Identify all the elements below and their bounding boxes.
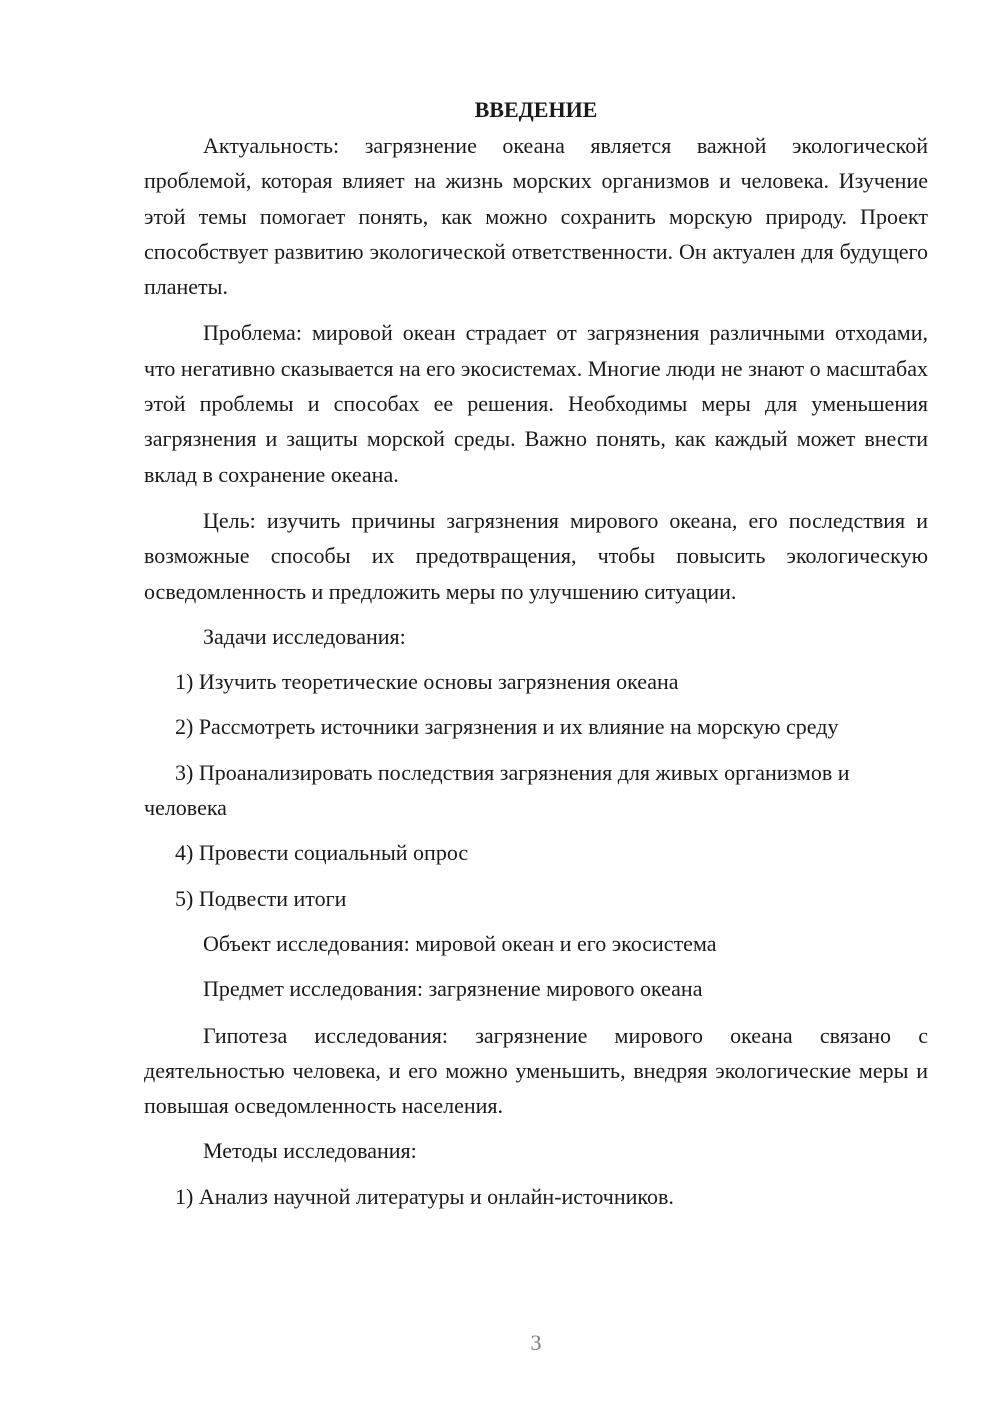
task-item-5: 5) Подвести итоги [175, 885, 347, 911]
problem-paragraph: Проблема: мировой океан страдает от загрязнения различными отходами, что негативно сказывается на его экосистемах. Многие люди не знают о масштабах этой проблемы и способах ее решения. Необходимы меры для уменьшения загрязнения и защиты морской среды. Важно понять, как каждый может внести вклад в сохранение океана. [144, 320, 928, 487]
task-item-4: 4) Провести социальный опрос [175, 840, 469, 866]
methods-title: Методы исследования: [203, 1138, 417, 1164]
section-heading: ВВЕДЕНИЕ [474, 97, 598, 122]
page-number: 3 [530, 1330, 542, 1355]
subject-line: Предмет исследования: загрязнение мирового океана [203, 976, 703, 1002]
method-item-1: 1) Анализ научной литературы и онлайн-источников. [175, 1183, 674, 1209]
object-line: Объект исследования: мировой океан и его экосистема [203, 930, 717, 956]
document-page [144, 92, 928, 1214]
task-item-2: 2) Рассмотреть источники загрязнения и их влияние на морскую среду [175, 714, 839, 740]
relevance-paragraph: Актуальность: загрязнение океана является важной экологической проблемой, которая влияет на жизнь морских организмов и человека. Изучение этой темы помогает понять, как можно сохранить морскую природу. Проект способствует развитию экологической ответственности. Он актуален для будущего планеты. [144, 133, 928, 300]
goal-paragraph: Цель: изучить причины загрязнения мирового океана, его последствия и возможные способы их предотвращения, чтобы повысить экологическую осведомленность и предложить меры по улучшению ситуации. [144, 507, 928, 604]
tasks-title: Задачи исследования: [203, 623, 406, 649]
hypothesis-paragraph: Гипотеза исследования: загрязнение мирового океана связано с деятельностью человека, и его можно уменьшить, внедряя экологические меры и повышая осведомленность населения. [144, 1022, 928, 1119]
task-item-1: 1) Изучить теоретические основы загрязнения океана [175, 669, 679, 695]
task-item-3: 3) Проанализировать последствия загрязнения для живых организмов и человека [144, 759, 850, 821]
